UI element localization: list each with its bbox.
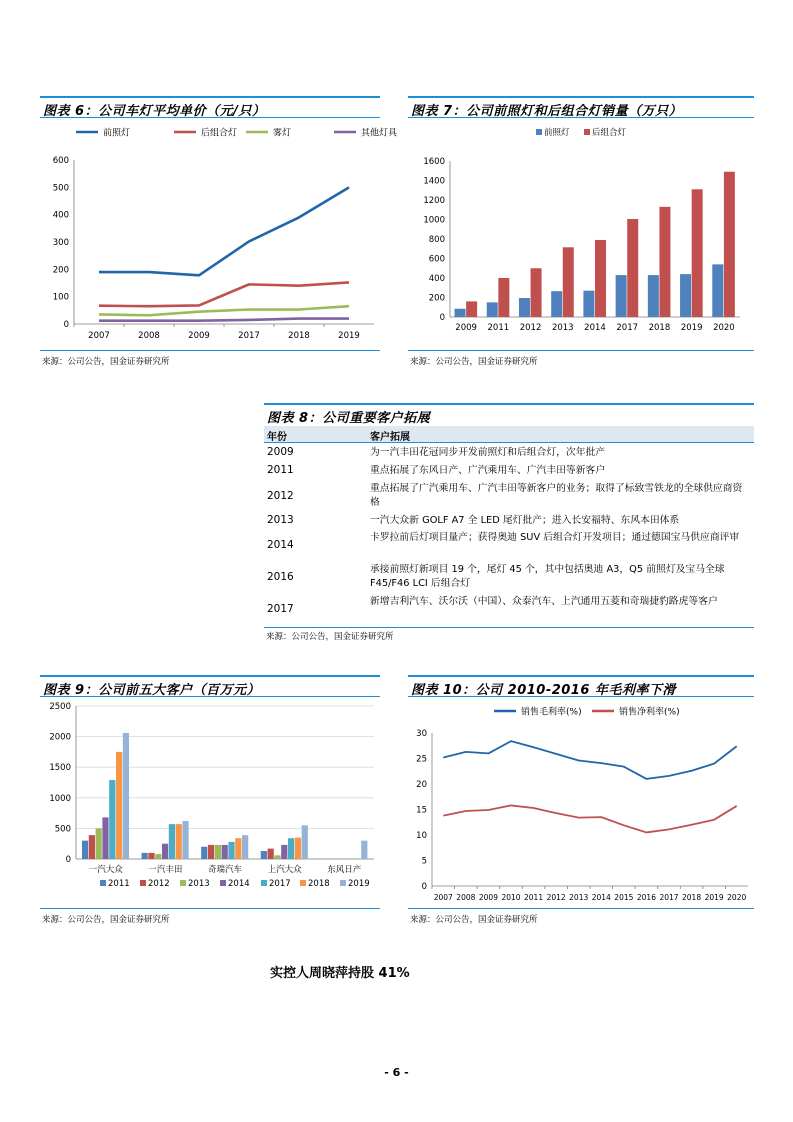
fig7-bar: [519, 298, 530, 317]
fig7-xtick-label: 2011: [487, 323, 510, 333]
fig6-title-bar: [40, 96, 380, 118]
fig6-ytick-label: 200: [52, 265, 69, 276]
fig10-title: 图表 10：公司 2010-2016 年毛利率下滑: [411, 683, 676, 698]
fig6-legend-label: 雾灯: [273, 128, 292, 139]
fig9-title: 图表 9：公司前五大客户（百万元）: [43, 683, 261, 698]
fig7-bar: [724, 172, 735, 317]
table-row: [264, 464, 754, 479]
fig10-xtick-label: 2014: [591, 893, 611, 902]
fig9-title-bar: [40, 675, 380, 697]
fig9-legend-swatch: [100, 880, 106, 886]
fig7-bar: [498, 278, 509, 317]
fig7-title: 图表 7：公司前照灯和后组合灯销量（万只）: [411, 104, 683, 119]
fig7-bar: [712, 264, 723, 317]
fig9-xtick-label: 一汽丰田: [148, 865, 183, 875]
fig10-ytick-label: 5: [421, 856, 427, 867]
fig7-bar: [692, 189, 703, 317]
fig6-ytick-label: 300: [52, 238, 69, 248]
fig9-bar: [142, 853, 148, 859]
fig9-bar: [182, 821, 188, 859]
fig6-series-line: [99, 187, 349, 275]
fig6-legend-label: 前照灯: [103, 128, 131, 139]
fig9-bar: [116, 752, 122, 859]
fig7-bar: [616, 275, 627, 317]
table-row: [264, 514, 754, 529]
fig7-xtick-label: 2017: [616, 323, 639, 333]
fig9-bar: [148, 853, 154, 859]
fig7-xtick-label: 2014: [584, 323, 606, 333]
fig6-ytick-label: 400: [52, 210, 69, 221]
fig9-legend-label: 2017: [269, 879, 291, 889]
row-desc: 承接前照灯新项目 19 个，尾灯 45 个，其中包括奥迪 A3，Q5 前照灯及宝马全球 F45/F46 LCI 后组合灯: [370, 564, 725, 589]
fig9-bar: [228, 842, 234, 859]
fig6-series-line: [99, 306, 349, 315]
fig7-ytick-label: 600: [428, 254, 445, 265]
row-year: 2016: [267, 571, 294, 583]
fig8-col-desc: 客户拓展: [370, 432, 410, 443]
fig9-legend-label: 2014: [228, 879, 250, 889]
fig9-bar: [123, 733, 129, 859]
fig10-title-bar: [408, 675, 754, 697]
fig7-bar: [551, 291, 562, 317]
fig6-series-line: [99, 282, 349, 306]
page-number: - 6 -: [384, 1066, 409, 1079]
fig9-chart: [40, 699, 380, 907]
fig9-legend-label: 2011: [108, 879, 130, 889]
table-row: [264, 563, 754, 593]
fig10-xtick-label: 2011: [524, 893, 544, 902]
fig9-bar: [242, 835, 248, 859]
fig7-legend-swatch: [536, 129, 542, 135]
fig8-title-bar: [264, 403, 754, 425]
fig8-header-row: [264, 426, 754, 443]
row-year: 2013: [267, 514, 294, 526]
fig6-title: 图表 6：公司车灯平均单价（元/只）: [43, 104, 266, 119]
fig9-bar: [201, 847, 207, 859]
fig9-legend-swatch: [140, 880, 146, 886]
fig10-xtick-label: 2008: [456, 893, 476, 902]
fig6-ytick-label: 0: [63, 320, 69, 330]
fig9-panel: [40, 675, 380, 930]
fig7-ytick-label: 0: [439, 313, 445, 323]
row-year: 2014: [267, 539, 294, 551]
fig9-bar: [302, 825, 308, 859]
fig10-xtick-label: 2009: [478, 893, 498, 902]
fig6-series-line: [99, 319, 349, 321]
fig9-ytick-label: 2000: [49, 732, 71, 743]
fig6-xtick-label: 2007: [88, 331, 110, 341]
fig7-bar: [455, 309, 466, 317]
fig7-xtick-label: 2020: [713, 323, 735, 333]
row-year: 2009: [267, 446, 294, 458]
row-desc: 重点拓展了东风日产、广汽乘用车、广汽丰田等新客户: [370, 465, 606, 476]
fig7-legend-swatch: [584, 129, 590, 135]
fig8-table: [264, 403, 754, 643]
fig9-bar: [295, 838, 301, 859]
fig9-legend-swatch: [180, 880, 186, 886]
row-desc: 新增吉利汽车、沃尔沃（中国）、众泰汽车、上汽通用五菱和奇瑞捷豹路虎等客户: [370, 596, 718, 607]
fig7-xtick-label: 2013: [551, 323, 574, 333]
table-row: [264, 595, 754, 625]
fig10-legend-label: 销售毛利率(%): [521, 707, 582, 718]
fig9-legend-label: 2019: [348, 879, 370, 889]
fig10-ytick-label: 15: [416, 805, 427, 816]
fig6-source: 来源：公司公告，国金证券研究所: [42, 357, 170, 367]
row-desc: 重点拓展了广汽乘用车、广汽丰田等新客户的业务；取得了标致雪铁龙的全球供应商资格: [370, 483, 743, 508]
fig9-bar: [102, 817, 108, 859]
fig7-legend-label: 前照灯: [544, 128, 570, 138]
fig9-ytick-label: 500: [54, 824, 71, 835]
fig9-legend-swatch: [220, 880, 226, 886]
table-row: [264, 446, 754, 461]
fig6-chart: [40, 120, 398, 355]
fig7-xtick-label: 2019: [680, 323, 703, 333]
fig7-bar: [563, 247, 574, 317]
fig10-xtick-label: 2010: [501, 893, 521, 902]
fig10-ytick-label: 10: [416, 831, 427, 841]
fig9-ytick-label: 2500: [49, 702, 71, 712]
fig6-legend-label: 后组合灯: [201, 128, 238, 139]
fig10-xtick-label: 2016: [636, 893, 656, 902]
fig10-xtick-label: 2015: [614, 893, 634, 902]
fig9-ytick-label: 1500: [49, 763, 71, 774]
fig9-legend-label: 2018: [308, 879, 330, 889]
fig10-xtick-label: 2012: [546, 893, 566, 902]
fig6-ytick-label: 100: [52, 292, 69, 303]
fig10-chart: [408, 699, 754, 907]
row-year: 2011: [267, 464, 294, 476]
fig9-bar: [176, 824, 182, 859]
fig9-legend-swatch: [261, 880, 267, 886]
fig9-bar: [155, 854, 161, 859]
fig7-bar: [648, 275, 659, 317]
fig9-bar: [281, 845, 287, 859]
fig7-bar: [659, 207, 670, 317]
fig7-bar: [627, 219, 638, 317]
fig9-bar: [162, 844, 168, 859]
fig10-ytick-label: 20: [416, 780, 427, 790]
fig9-xtick-label: 上汽大众: [267, 865, 302, 875]
fig7-bar: [531, 268, 542, 317]
fig7-bar: [583, 291, 594, 317]
fig6-ytick-label: 500: [52, 183, 69, 194]
fig10-ytick-label: 0: [421, 882, 427, 892]
fig10-panel: [408, 675, 754, 930]
fig9-legend-swatch: [300, 880, 306, 886]
fig9-ytick-label: 0: [65, 855, 71, 865]
fig9-legend-swatch: [340, 880, 346, 886]
table-row: [264, 482, 754, 512]
fig10-series-line: [443, 805, 736, 832]
fig6-xtick-label: 2017: [238, 331, 260, 341]
fig9-bar: [235, 838, 241, 859]
table-row: [264, 531, 754, 561]
fig9-bar: [361, 841, 367, 859]
fig9-source: 来源：公司公告，国金证券研究所: [42, 915, 170, 925]
fig7-xtick-label: 2012: [519, 323, 542, 333]
fig7-ytick-label: 1000: [423, 215, 445, 226]
row-desc: 一汽大众新 GOLF A7 全 LED 尾灯批产；进入长安福特、东风本田体系: [370, 515, 680, 526]
fig9-xtick-label: 东风日产: [327, 865, 362, 875]
fig9-bar: [96, 828, 102, 859]
fig10-legend-label: 销售净利率(%): [619, 707, 680, 718]
fig10-xtick-label: 2017: [659, 893, 679, 902]
fig7-chart: [408, 120, 754, 355]
row-desc: 卡罗拉前后灯项目量产；获得奥迪 SUV 后组合灯开发项目；通过德国宝马供应商评审: [370, 532, 740, 543]
fig7-ytick-label: 200: [428, 293, 445, 304]
fig7-xtick-label: 2009: [455, 323, 477, 333]
fig9-bar: [268, 849, 274, 859]
fig9-bar: [215, 845, 221, 859]
fig9-bar: [89, 835, 95, 859]
fig6-ytick-label: 600: [52, 156, 69, 166]
fig7-panel: [408, 96, 754, 371]
fig8-col-year: 年份: [267, 432, 287, 443]
fig7-bar: [487, 302, 498, 317]
fig6-xtick-label: 2018: [288, 331, 310, 341]
fig7-source: 来源：公司公告，国金证券研究所: [410, 357, 538, 367]
fig8-source: 来源：公司公告，国金证券研究所: [266, 632, 394, 642]
fig9-ytick-label: 1000: [49, 793, 71, 804]
fig10-xtick-label: 2020: [727, 893, 747, 902]
row-year: 2012: [267, 490, 294, 502]
fig6-panel: [40, 96, 398, 371]
fig10-xtick-label: 2018: [682, 893, 702, 902]
fig7-ytick-label: 800: [428, 235, 445, 245]
fig9-bar: [274, 855, 280, 859]
fig7-ytick-label: 1600: [423, 157, 445, 167]
fig9-legend-label: 2013: [188, 879, 210, 889]
row-year: 2017: [267, 603, 294, 615]
section-heading: 实控人周晓萍持股 41%: [270, 966, 410, 981]
fig7-legend-label: 后组合灯: [592, 128, 627, 138]
fig7-ytick-label: 1400: [423, 176, 445, 187]
fig8-title: 图表 8：公司重要客户拓展: [267, 411, 431, 426]
fig7-ytick-label: 400: [428, 274, 445, 284]
fig9-bar: [208, 845, 214, 859]
fig10-series-line: [443, 741, 736, 779]
fig7-bar: [595, 240, 606, 317]
fig10-ytick-label: 25: [416, 754, 427, 765]
fig10-xtick-label: 2019: [704, 893, 724, 902]
fig7-bar: [680, 274, 691, 317]
fig7-bar: [466, 301, 477, 317]
fig9-bar: [261, 851, 267, 859]
row-desc: 为一汽丰田花冠同步开发前照灯和后组合灯，次年批产: [370, 447, 606, 458]
fig9-bar: [288, 838, 294, 859]
fig9-legend-label: 2012: [148, 879, 170, 889]
fig9-xtick-label: 一汽大众: [88, 865, 123, 875]
fig6-xtick-label: 2019: [338, 331, 360, 341]
fig10-source: 来源：公司公告，国金证券研究所: [410, 915, 538, 925]
fig9-bar: [222, 845, 228, 859]
fig10-ytick-label: 30: [416, 729, 427, 739]
fig9-bar: [109, 780, 115, 859]
fig7-title-bar: [408, 96, 754, 118]
fig9-bar: [82, 841, 88, 859]
fig9-xtick-label: 奇瑞汽车: [207, 865, 243, 875]
fig6-xtick-label: 2008: [138, 331, 160, 341]
fig6-legend-label: 其他灯具: [361, 128, 398, 139]
fig7-ytick-label: 1200: [423, 196, 445, 206]
fig10-xtick-label: 2013: [569, 893, 589, 902]
fig7-xtick-label: 2018: [648, 323, 671, 333]
fig10-xtick-label: 2007: [433, 893, 453, 902]
fig6-xtick-label: 2009: [188, 331, 210, 341]
fig9-bar: [169, 824, 175, 859]
